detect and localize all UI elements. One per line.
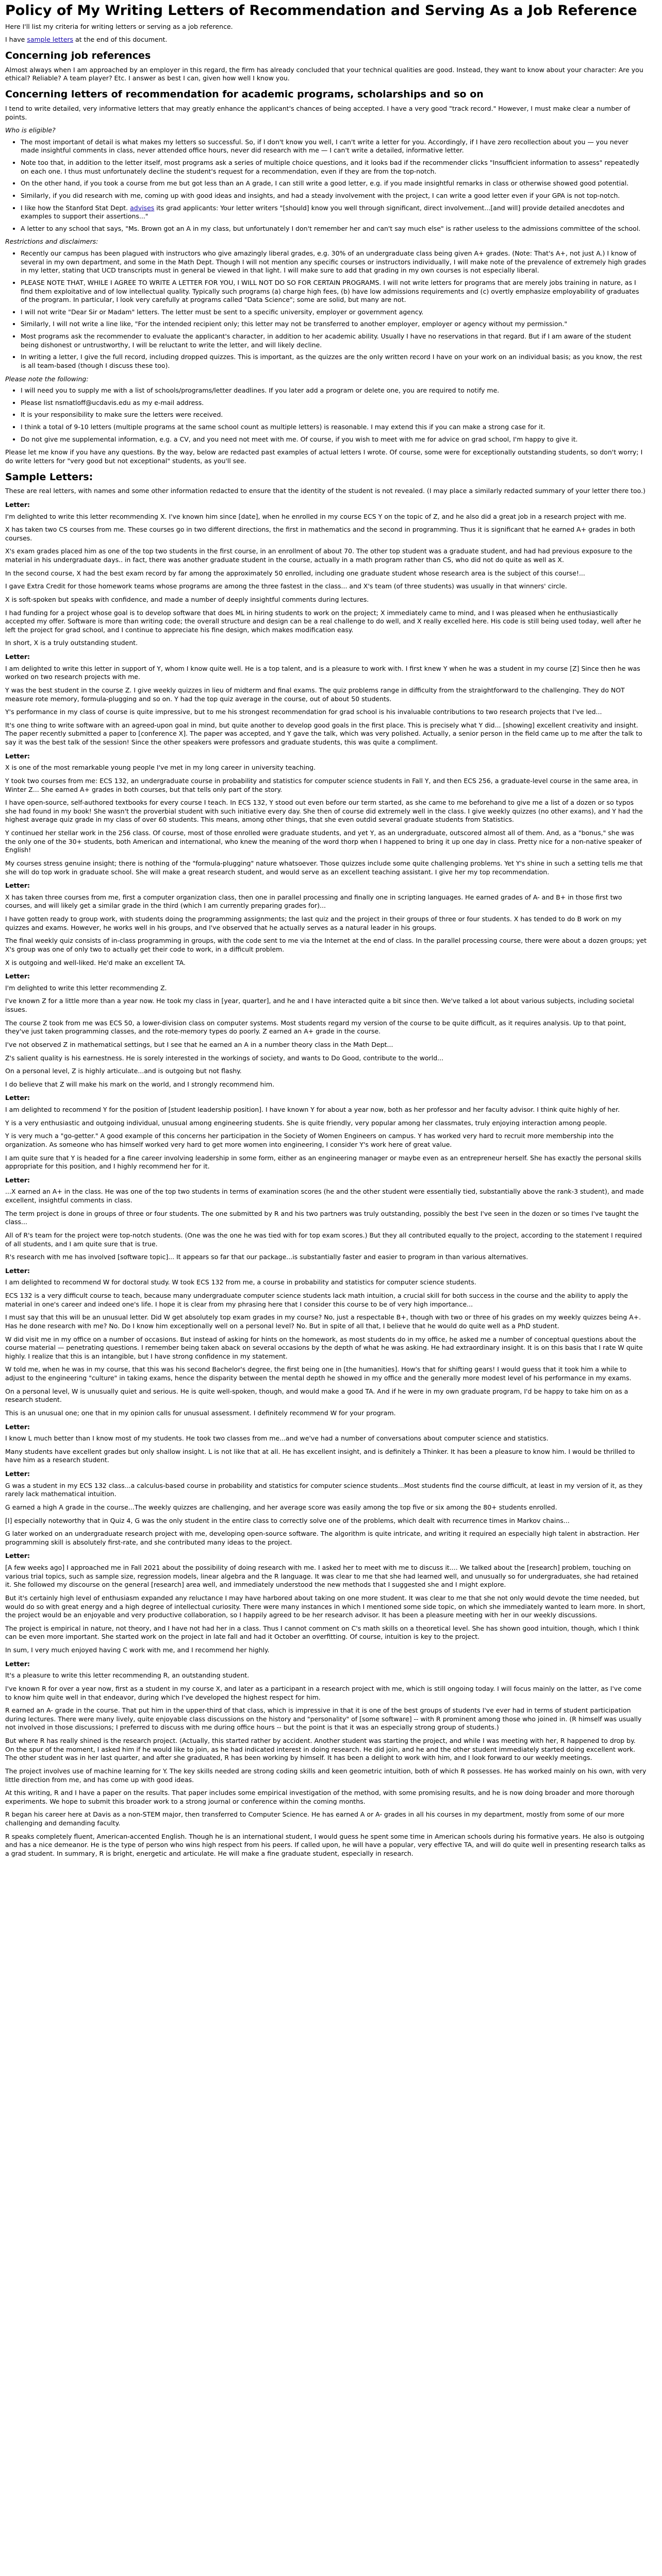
sample-link-suffix: at the end of this document. [73, 36, 168, 44]
restriction-item: • Recently our campus has been plagued with instructors who give amazingly liberal grades, e.g. 30% of an undergraduate class being given A+ grades. (Note: That's A+, not just A.) I know of several in my own department, and some in the Math Dept. Though I will not mention any specific courses or instructors individually, I will make note of the prevalence of extremely high grades in my letter, stating that UCD transcripts must in general be viewed in that light. I will make sure to add that grading in my own courses is not especially liberal. [21, 249, 647, 275]
letter-paragraph: X is soft-spoken but speaks with confidence, and made a number of deeply insightful comments during lectures. [5, 595, 369, 603]
letter-paragraph: G was a student in my ECS 132 class...a calculus-based course in probability and statistics for computer science students...Most students find the course difficult, at least in my version of it, as they rarely lack mathematical intuition. [5, 1481, 643, 1498]
letter-paragraph: On a personal level, Z is highly articulate...and is outgoing but not flashy. [5, 1067, 242, 1075]
letter-paragraph: X is outgoing and well-liked. He'd make an excellent TA. [5, 958, 186, 967]
letter-paragraph: I'm delighted to write this letter recommending Z. [5, 984, 167, 992]
letter-paragraph: On a personal level, W is unusually quiet and serious. He is quite well-spoken, though, and would make a good TA. And if he were in my own graduate program, I'd be happy to take him on as a research student. [5, 1387, 628, 1404]
who-eligible-item: • On the other hand, if you took a course from me but got less than an A grade, I can still write a good letter, e.g. if you made insightful remarks in class or otherwise showed good potential. [21, 179, 647, 188]
letter-paragraph: My courses stress genuine insight; there is nothing of the "formula-plugging" nature whatsoever. Those quizzes include some quite challenging problems. Yet Y's shine in such a setting tells me that she will do top work in graduate school. She will make a great research student, and would serve as an excellent teaching assistant. I give her my top recommendation. [5, 859, 643, 876]
follow-item: • It is your responsibility to make sure the letters were received. [21, 411, 647, 419]
intro-text: Here I'll list my criteria for writing letters or serving as a job reference. [5, 22, 233, 30]
letter-paragraph: X has taken three courses from me, first a computer organization class, then one in parallel processing and finally one in scripting languages. He earned grades of A- and B+ in those first two courses, and will likely get a similar grade in the third (which I am currently preparing grades for)... [5, 893, 622, 910]
grad-references-intro: I tend to write detailed, very informative letters that may greatly enhance the applicant's chances of being accepted. I have a very good "track record." However, I must make clear a number of points. [5, 104, 631, 121]
restrictions-label: Restrictions and disclaimers: [5, 238, 98, 246]
letter-paragraph: Y continued her stellar work in the 256 class. Of course, most of those enrolled were graduate students, and yet Y, as an undergraduate, outscored almost all of them. And, as a "bonus," she was the only one of the 30+ students, both American and international, who knew the meaning of the word thorp when I happened to bring it up one day in class. Pretty nice for a non-native speaker of English! [5, 829, 642, 854]
letter-paragraph: W did visit me in my office on a number of occasions. But instead of asking for hints on the homework, as most students do in my office, he asked me a number of conceptual questions about the course material — penetrating questions. I remember being taken aback on several occasions by the depth of what he was asking. He had extraordinary insight. It is on this basis that I rate W quite highly. I realize that this is an intangible, but I have strong confidence in my statement. [5, 1335, 643, 1360]
letter-paragraph: But where R has really shined is the research project. (Actually, this started rather by accident. Another student was starting the project, and while I was meeting with her, R happened to drop by. On the spur of the moment, I asked him if he would like to join, as he had indicated interest in doing research. He did join, and he and the other student immediately started doing excellent work. The other student was in her last quarter, and after she graduated, R has been working by himself. It has been a delight to work with him, and I look forward to our weekly meetings. [5, 1737, 636, 1762]
letter-label: Letter: [5, 882, 30, 890]
letter-paragraph: It's one thing to write software with an agreed-upon goal in mind, but quite another to develop good goals in the first place. This is precisely what Y did... [showing] excellent creativity and insight. The paper recently submitted a paper to [conference X]. The paper was accepted, and Y gave the talk, which was very polished. Actually, a senior person in the field came up to me after the talk to say it was the best talk of the session! Since the other speakers were professors and graduate students, this was quite a compliment. [5, 721, 642, 747]
page-title: Policy of My Writing Letters of Recommendation and Serving As a Job Reference [5, 3, 637, 19]
letter-paragraph: At this writing, R and I have a paper on the results. That paper includes some empirical investigation of the method, with some promising results, and he is now doing broader and more thorough experiments. We hope to submit this broader work to a strong journal or conference within the coming months. [5, 1789, 635, 1805]
follow-item: • Do not give me supplemental information, e.g. a CV, and you need not meet with me. Of course, if you wish to meet with me for advice on grad school, I'm happy to give it. [21, 435, 647, 444]
letter-paragraph: ECS 132 is a very difficult course to teach, because many undergraduate computer science students lack math intuition, a crucial skill for both success in the course and the ability to apply the material in one's career and indeed one's life. I hope it is clear from my phrasing here that I consider this course to be of very high importance... [5, 1292, 628, 1308]
letter-label: Letter: [5, 653, 30, 661]
letter-paragraph: I've known R for over a year now, first as a student in my course X, and later as a participant in a research project with me, which is still ongoing today. I will focus mainly on the latter, as I've come to know him quite well in that endeavor, during which I've developed the highest respect for him. [5, 1684, 642, 1701]
letter-paragraph: All of R's team for the project were top-notch students. (One was the one he was tied with for top exam scores.) But they all contributed equally to the project, according to the statement I required of all students, and I am quite sure that is true. [5, 1231, 642, 1248]
sample-letters-heading: Sample Letters: [5, 471, 93, 483]
letter-label: Letter: [5, 1176, 30, 1184]
letter-paragraph: I know L much better than I know most of my students. He took two classes from me...and we've had a number of conversations about computer science and statistics. [5, 1434, 549, 1443]
letter-paragraph: R speaks completely fluent, American-accented English. Though he is an international student, I would guess he spent some time in American schools during his formative years. He also is outgoing and has a nice demeanor. He is the type of person who wins high respect from his peers. If called upon, he will have a popular, very effective TA, and will do quite well in presenting research talks as a grad student. In summary, R is bright, energetic and articulate. He will make a fine graduate student, especially in research. [5, 1832, 646, 1857]
grad-references-heading: Concerning letters of recommendation for academic programs, scholarships and so on [5, 89, 484, 100]
letter-paragraph: The final weekly quiz consists of in-class programming in groups, with the code sent to me via the Internet at the end of class. In the parallel processing course, there were about a dozen groups; yet X's group was one of only two to actually get their code to work, in a difficult problem. [5, 937, 647, 953]
sample-letters-link[interactable]: sample letters [27, 36, 74, 44]
letter-paragraph: R's research with me has involved [software topic]... It appears so far that our package...is substantially faster and easier to program in than various alternatives. [5, 1253, 528, 1261]
letter-paragraph: [A few weeks ago] I approached me in Fall 2021 about the possibility of doing research with me. I asked her to meet with me to discuss it.... We talked about the [research] problem, touching on various trial topics, such as sample size, regression models, linear algebra and the R language. It was clear to me that she had learned well, and unusually so for undergraduates, she had retained it. She followed my discourse on the general [research] area well, and immediately understood the new methods that I suggested she and I might explore. [5, 1564, 639, 1589]
letter-paragraph: R earned an A- grade in the course. That put him in the upper-third of that class, which is impressive in that it is one of the best groups of students I've ever had in terms of student participation during lectures. There were many lively, quite enjoyable class discussions on the history and "personality" of [some software] -- with R prominent among those who joined in. (R himself was usually not involved in those discussions; I preferred to discuss with me during office hours -- but the point is that it was an especially strong group of students.) [5, 1706, 642, 1732]
letter-paragraph: X has taken two CS courses from me. These courses go in two different directions, the first in mathematics and the second in programming. Thus it is significant that he earned A+ grades in both courses. [5, 526, 635, 542]
restriction-item: • I will not write "Dear Sir or Madam" letters. The letter must be sent to a specific university, employer or government agency. [21, 308, 647, 317]
restriction-item: • Similarly, I will not write a line like, "For the intended recipient only; this letter may not be transferred to another employer, employer or agency without my permission." [21, 320, 647, 329]
letter-paragraph: I must say that this will be an unusual letter. Did W get absolutely top exam grades in my course? No, just a respectable B+, though with two or three of his grades on my weekly quizzes being A+. Has he done research with me? No. Do I know him exceptionally well on a personal level? No. But in spite of all that, I believe that he would do quite well as a PhD student. [5, 1313, 641, 1330]
letter-paragraph: Many students have excellent grades but only shallow insight. L is not like that at all. He has excellent insight, and is definitely a Thinker. It has been a pleasure to know him. I would be thrilled to have him as a research student. [5, 1447, 635, 1464]
letter-paragraph: The project is empirical in nature, not theory, and I have not had her in a class. Thus I cannot comment on C's math skills on a theoretical level. She has shown good intuition, though, which I think can be even more important. She started work on the project in late fall and had it October an overfitting. Of course, intuition is key to the project. [5, 1624, 639, 1641]
follow-item: • I will need you to supply me with a list of schools/programs/letter deadlines. If you later add a program or delete one, you are required to notify me. [21, 386, 647, 395]
letter-paragraph: G earned a high A grade in the course...The weekly quizzes are challenging, and her average score was easily among the top five or six among the 80+ students enrolled. [5, 1503, 557, 1511]
letter-label: Letter: [5, 1659, 30, 1668]
letter-paragraph: I've known Z for a little more than a year now. He took my class in [year, quarter], and he and I have interacted quite a bit since then. We've talked a lot about various subjects, including societal issues. [5, 997, 634, 1014]
letter-paragraph: R began his career here at Davis as a non-STEM major, then transferred to Computer Science. He has earned A or A- grades in all his courses in my department, mostly from some of our more challenging and demanding faculty. [5, 1810, 624, 1827]
restriction-item: • In writing a letter, I give the full record, including dropped quizzes. This is important, as the quizzes are the only written record I have on your work on an individual basis; as you know, the rest is all team-based (though I discuss these too). [21, 353, 647, 370]
letter-paragraph: I have open-source, self-authored textbooks for every course I teach. In ECS 132, Y stood out even before our term started, as she came to me beforehand to give me a list of a dozen or so typos she had found in my book! She wasn't the proverbial student with such initiative every day. She then of course did extremely well in the class. I give weekly quizzes (no other exams), and Y had the highest average quiz grade in my class of over 60 students. This means, among other things, that she even outdid several graduate students from Statistics. [5, 799, 643, 824]
letter-paragraph: I gave Extra Credit for those homework teams whose programs are among the three fastest in the class... and X's team (of three students) was usually in that winners' circle. [5, 582, 567, 590]
letter-label: Letter: [5, 1470, 30, 1478]
restrictions-list [5, 249, 647, 370]
who-eligible-item: • I like how the Stanford Stat Dept. advises its grad applicants: Your letter writers "[should] know you well through significant, direct involvement...[and will] provide detailed anecdotes and examples to support their assertions..." [21, 204, 647, 221]
letter-label: Letter: [5, 1422, 30, 1431]
letter-paragraph: This is an unusual one; one that in my opinion calls for unusual assessment. I definitely recommend W for your program. [5, 1409, 396, 1417]
letter-paragraph: [I] especially noteworthy that in Quiz 4, G was the only student in the entire class to correctly solve one of the problems, which dealt with recurrence times in Markov chains... [5, 1516, 570, 1524]
letter-paragraph: The term project is done in groups of three or four students. The one submitted by R and his two partners was truly outstanding, possibly the best I've seen in the dozen or so times I've taught the class... [5, 1209, 639, 1226]
letter-label: Letter: [5, 1552, 30, 1560]
who-eligible-list [5, 138, 647, 233]
letter-paragraph: But it's certainly high level of enthusiasm expanded any reluctance I may have harbored about taking on one more student. It was clear to me that she not only would devote the time needed, but would do so with great energy and a high degree of intellectual curiosity. There were many instances in which I mentioned some side topic, on which she immediately wanted to learn more. In short, the project would be an enjoyable and very productive collaboration, so I happily agreed to be her research advisor. It has been a pleasure meeting with her in our weekly discussions. [5, 1594, 646, 1619]
letter-paragraph: In short, X is a truly outstanding student. [5, 639, 138, 647]
letter-paragraph: Z's salient quality is his earnestness. He is sorely interested in the workings of society, and wants to Do Good, contribute to the world... [5, 1054, 444, 1062]
letter-paragraph: In sum, I very much enjoyed having C work with me, and I recommend her highly. [5, 1646, 270, 1654]
letter-paragraph: Y's performance in my class of course is quite impressive, but to me his strongest recommendation for grad school is his invaluable contributions to two research projects that I've led... [5, 708, 602, 716]
letter-paragraph: In the second course, X had the best exam record by far among the approximately 50 enrolled, including one graduate student whose research area is the subject of this course!... [5, 569, 585, 577]
letter-paragraph: I had funding for a project whose goal is to develop software that does ML in hiring students to work on the project; X immediately came to mind, and I was pleased when he enthusiastically accepted my offer. Software is more than writing code; the overall structure and design can be a real challenge to do well, and X really excelled here. His code is still being used today, well after he left the project for grad school, and I continue to appreciate his fine design, which makes modification easy. [5, 608, 641, 634]
letter-paragraph: ...X earned an A+ in the class. He was one of the top two students in terms of examination scores (he and the other student were essentially tied, substantially above the rank-3 student), and made excellent, insightful comments in class. [5, 1188, 644, 1205]
letter-paragraph: The course Z took from me was ECS 50, a lower-division class on computer systems. Most students regard my version of the course to be quite difficult, as it requires analysis. Up to that point, they've just taken programming classes, and the rote-memory types do poorly. Z earned an A+ grade in the course. [5, 1019, 626, 1036]
who-eligible-item: • Similarly, if you did research with me, coming up with good ideas and insights, and had a steady involvement with the project, I can write a good letter even if your GPA is not top-notch. [21, 192, 647, 200]
letter-paragraph: Y is very much a "go-getter." A good example of this concerns her participation in the Society of Women Engineers on campus. Y has worked very hard to recruit more membership into the organization. As someone who has himself worked very hard to get more women into engineering, I consider Y's work here of great value. [5, 1132, 614, 1148]
letter-paragraph: W told me, when he was in my course, that this was his second Bachelor's degree, the first being one in [the humanities]. How's that for shifting gears! I would guess that it took him a while to adjust to the engineering "culture" in taking exams, hence the disparity between the mental depth he showed in my office and the generally more modest level of his performance in my exams. [5, 1365, 632, 1382]
letter-paragraph: I do believe that Z will make his mark on the world, and I strongly recommend him. [5, 1080, 275, 1088]
follow-item: • I think a total of 9-10 letters (multiple programs at the same school count as multiple letters) is reasonable. I may extend this if you can make a strong case for it. [21, 423, 647, 432]
restriction-item: • PLEASE NOTE THAT, WHILE I AGREE TO WRITE A LETTER FOR YOU, I WILL NOT DO SO FOR CERTAIN PROGRAMS. I will not write letters for programs that are merely jobs training in nature, as I find them exploitative and of low intellectual quality. Typically such programs (a) charge high fees, (b) have low admissions requirements and (c) overtly emphasize employability of graduates of the program. In particular, I look very carefully at programs called "Data Science"; some are solid, but many are not. [21, 279, 647, 304]
stanford-advises-link[interactable]: advises [130, 204, 155, 212]
letter-paragraph: Y was the best student in the course Z. I give weekly quizzes in lieu of midterm and final exams. The quiz problems range in difficulty from the straightforward to the challenging. They do NOT measure rote memory, formula-plugging and so on. Y had the top quiz average in the course, out of about 50 students. [5, 686, 625, 703]
letter-paragraph: X's exam grades placed him as one of the top two students in the first course, in an enrollment of about 70. The other top student was a graduate student, and had had previous exposure to the material in his undergraduate days.. in fact, there was another graduate student in the course, actually in a math program rather than CS, who did not do quite as well as X. [5, 547, 633, 564]
who-eligible-item: • The most important of detail is what makes my letters so successful. So, if I don't know you well, I can't write a letter for you. Accordingly, if I have zero recollection about you — you never made insightful comments in class, never attended office hours, never did research with me — I can't write a detailed, informative letter. [21, 138, 647, 155]
letter-paragraph: I am delighted to recommend W for doctoral study. W took ECS 132 from me, a course in probability and statistics for computer science students. [5, 1278, 476, 1286]
letter-paragraph: I am delighted to write this letter in support of Y, whom I know quite well. He is a top talent, and is a pleasure to work with. I first knew Y when he was a student in my course [Z] Since then he was worked on two research projects with me. [5, 664, 640, 681]
follow-item: • Please list nsmatloff@ucdavis.edu as my e-mail address. [21, 399, 647, 408]
follow-list [5, 386, 647, 444]
who-eligible-label: Who is eligible? [5, 126, 56, 134]
letter-paragraph: I've not observed Z in mathematical settings, but I see that he earned an A in a number theory class in the Math Dept... [5, 1040, 393, 1048]
letter-label: Letter: [5, 1266, 30, 1275]
follow-label: Please note the following: [5, 375, 89, 383]
letter-paragraph: X is one of the most remarkable young people I've met in my long career in university teaching. [5, 764, 316, 772]
sample-letters-intro: These are real letters, with names and some other information redacted to ensure that the identity of the student is not revealed. (I may place a similarly redacted summary of your letter there too.) [5, 487, 646, 495]
grad-closing-paragraph: Please let me know if you have any questions. By the way, below are redacted past examples of actual letters I wrote. Of course, some were for exceptionally outstanding students, so don't worry; I do write letters for "very good but not exceptional" students, as you'll see. [5, 448, 643, 465]
letter-paragraph: It's a pleasure to write this letter recommending R, an outstanding student. [5, 1671, 250, 1680]
letter-label: Letter: [5, 1094, 30, 1102]
restriction-item: • Most programs ask the recommender to evaluate the applicant's character, in addition to her academic ability. Usually I have no reservations in that regard. But if I am aware of the student being dishonest or untrustworthy, I will be reluctant to write the letter, and will likely decline. [21, 332, 647, 349]
job-references-paragraph: Almost always when I am approached by an employer in this regard, the firm has already concluded that your technical qualities are good. Instead, they want to know about your character: Are you ethical? Reliable? A team player? Etc. I answer as best I can, given how well I know you. [5, 65, 643, 82]
letter-paragraph: The project involves use of machine learning for Y. The key skills needed are strong coding skills and keen geometric intuition, both of which R possesses. He has worked mainly on his own, with very little direction from me, and has come up with good ideas. [5, 1767, 647, 1784]
letter-paragraph: G later worked on an undergraduate research project with me, developing open-source software. The algorithm is quite intricate, and writing it required an especially high talent in abstraction. Her programming skill is absolutely first-rate, and she contributed many ideas to the project. [5, 1530, 640, 1546]
letter-paragraph: I am quite sure that Y is headed for a fine career involving leadership in some form, either as an engineering manager or maybe even as an entrepreneur herself. She has exactly the personal skills appropriate for this position, and I highly recommend her for it. [5, 1154, 641, 1171]
who-eligible-item: • Note too that, in addition to the letter itself, most programs ask a series of multiple choice questions, and it looks bad if the recommender clicks "Insufficient information to assess" repeatedly on each one. I thus must unfortunately decline the student's request for a recommendation, even if they are from the top-notch. [21, 159, 647, 176]
letter-label: Letter: [5, 752, 30, 760]
letter-paragraph: Y took two courses from me: ECS 132, an undergraduate course in probability and statistics for computer science students in Fall Y, and then ECS 256, a graduate-level course in the same area, in Winter Z... She earned A+ grades in both courses, but that tells only part of the story. [5, 776, 638, 793]
sample-letters-container [5, 501, 647, 1858]
who-eligible-item: • A letter to any school that says, "Ms. Brown got an A in my class, but unfortunately I don't remember her and can't say much else" is rather useless to the admissions committee of the school. [21, 225, 647, 233]
letter-paragraph: I am delighted to recommend Y for the position of [student leadership position]. I have known Y for about a year now, both as her professor and her faculty advisor. I think quite highly of her. [5, 1106, 620, 1114]
letter-label: Letter: [5, 500, 30, 509]
sample-link-line [5, 36, 647, 44]
letter-paragraph: I'm delighted to write this letter recommending X. I've known him since [date], when he enrolled in my course ECS Y on the topic of Z, and he also did a great job in a research project with me. [5, 512, 626, 520]
job-references-heading: Concerning job references [5, 49, 151, 61]
letter-paragraph: Y is a very enthusiastic and outgoing individual, unusual among engineering students. She is quite friendly, very popular among her classmates, truly enjoying interaction among people. [5, 1118, 607, 1127]
letter-paragraph: I have gotten ready to group work, with students doing the programming assignments; the last quiz and the project in their groups of three or four students. X has tended to do B work on my quizzes and exams. However, he works well in his groups, and I've observed that he actually serves as a natural leader in his groups. [5, 915, 622, 931]
letter-label: Letter: [5, 972, 30, 980]
sample-link-prefix: I have [5, 36, 27, 44]
